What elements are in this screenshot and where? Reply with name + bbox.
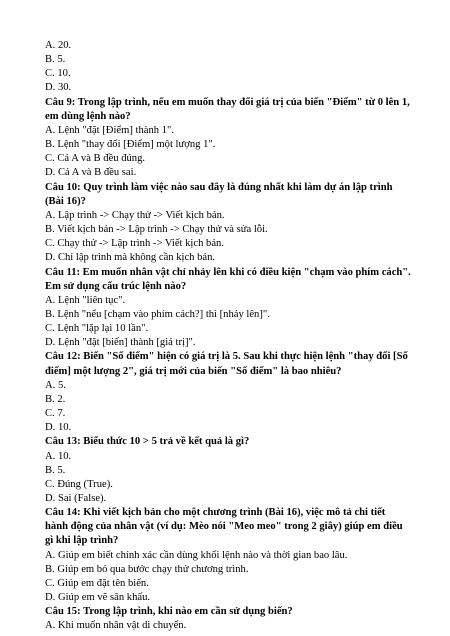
answer-option-line: D. Sai (False). xyxy=(45,493,107,504)
answer-option-line: C. 7. xyxy=(45,408,66,420)
answer-option-line: D. Lệnh "đặt [biến] thành [giá trị]". xyxy=(45,337,196,349)
answer-option-line: A. Khi muốn nhân vật di chuyển. xyxy=(45,620,187,632)
question-text-line: Câu 11: Em muốn nhân vật chỉ nhảy lên khi có điều kiện "chạm vào phím cách". xyxy=(45,266,411,278)
answer-option-line: B. Viết kịch bản -> Lập trình -> Chạy thử và sửa lỗi. xyxy=(45,224,268,236)
answer-option-line: B. Lệnh "thay đổi [Điểm] một lượng 1". xyxy=(45,139,216,151)
answer-option-line: A. 5. xyxy=(45,379,66,391)
answer-option-line: A. 10. xyxy=(45,450,72,462)
answer-option-line: A. Lệnh "liên tục". xyxy=(45,294,126,306)
answer-option-line: C. Giúp em đặt tên biến. xyxy=(45,577,149,589)
answer-option-line: D. Chỉ lập trình mà không cần kịch bản. xyxy=(45,252,216,264)
answer-option-line: A. Giúp em biết chính xác cần dùng khối lệnh nào và thời gian bao lâu. xyxy=(45,549,348,561)
question-text-line: (Bài 16)? xyxy=(45,195,86,207)
answer-option-line: C. Cả A và B đều đúng. xyxy=(45,153,146,165)
answer-option-line: A. Lệnh "đặt [Điểm] thành 1". xyxy=(45,124,174,136)
answer-option-line: A. Lập trình -> Chạy thử -> Viết kịch bản. xyxy=(45,209,225,221)
question-text-line: em dùng lệnh nào? xyxy=(45,110,131,122)
question-text-line: Em sử dụng cấu trúc lệnh nào? xyxy=(45,280,187,292)
answer-option-line: D. Giúp em vẽ sân khấu. xyxy=(45,592,151,604)
answer-option-line: D. 10. xyxy=(45,422,72,434)
answer-option-line: B. 2. xyxy=(45,393,66,405)
answer-option-line: A. 20. xyxy=(45,40,72,51)
answer-option-line: D. 30. xyxy=(45,82,72,94)
answer-option-line: C. Lệnh "lặp lại 10 lần". xyxy=(45,323,149,335)
question-text-line: Câu 15: Trong lập trình, khi nào em cần sử dụng biến? xyxy=(45,606,293,618)
question-text-line: Câu 13: Biểu thức 10 > 5 trả về kết quả là gì? xyxy=(45,436,250,448)
question-text-line: gì khi lập trình? xyxy=(45,535,119,547)
answer-option-line: C. 10. xyxy=(45,68,71,80)
question-text-line: Câu 14: Khi viết kịch bản cho một chương trình (Bài 16), việc mô tả chi tiết xyxy=(45,507,386,519)
question-text-line: hành động của nhân vật (ví dụ: Mèo nói "Meo meo" trong 2 giây) giúp em điều xyxy=(45,521,403,533)
answer-option-line: C. Chạy thử -> Lập trình -> Viết kịch bản. xyxy=(45,238,224,250)
answer-option-line: B. Lệnh "nếu [chạm vào phím cách?] thì [nhảy lên]". xyxy=(45,308,270,320)
answer-option-line: B. 5. xyxy=(45,54,66,66)
answer-option-line: C. Đúng (True). xyxy=(45,478,113,490)
question-text-line: điểm] một lượng 2", giá trị mới của biến "Số điểm" là bao nhiêu? xyxy=(45,365,342,377)
answer-option-line: D. Cả A và B đều sai. xyxy=(45,167,137,179)
question-text-line: Câu 12: Biến "Số điểm" hiện có giá trị là 5. Sau khi thực hiện lệnh "thay đổi [Số xyxy=(45,351,408,363)
answer-option-line: B. 5. xyxy=(45,464,66,476)
answer-option-line: B. Giúp em bỏ qua bước chạy thử chương trình. xyxy=(45,563,249,575)
question-text-line: Câu 9: Trong lập trình, nếu em muốn thay đổi giá trị của biến "Điểm" từ 0 lên 1, xyxy=(45,96,410,108)
question-text-line: Câu 10: Quy trình làm việc nào sau đây là đúng nhất khi làm dự án lập trình xyxy=(45,181,393,193)
